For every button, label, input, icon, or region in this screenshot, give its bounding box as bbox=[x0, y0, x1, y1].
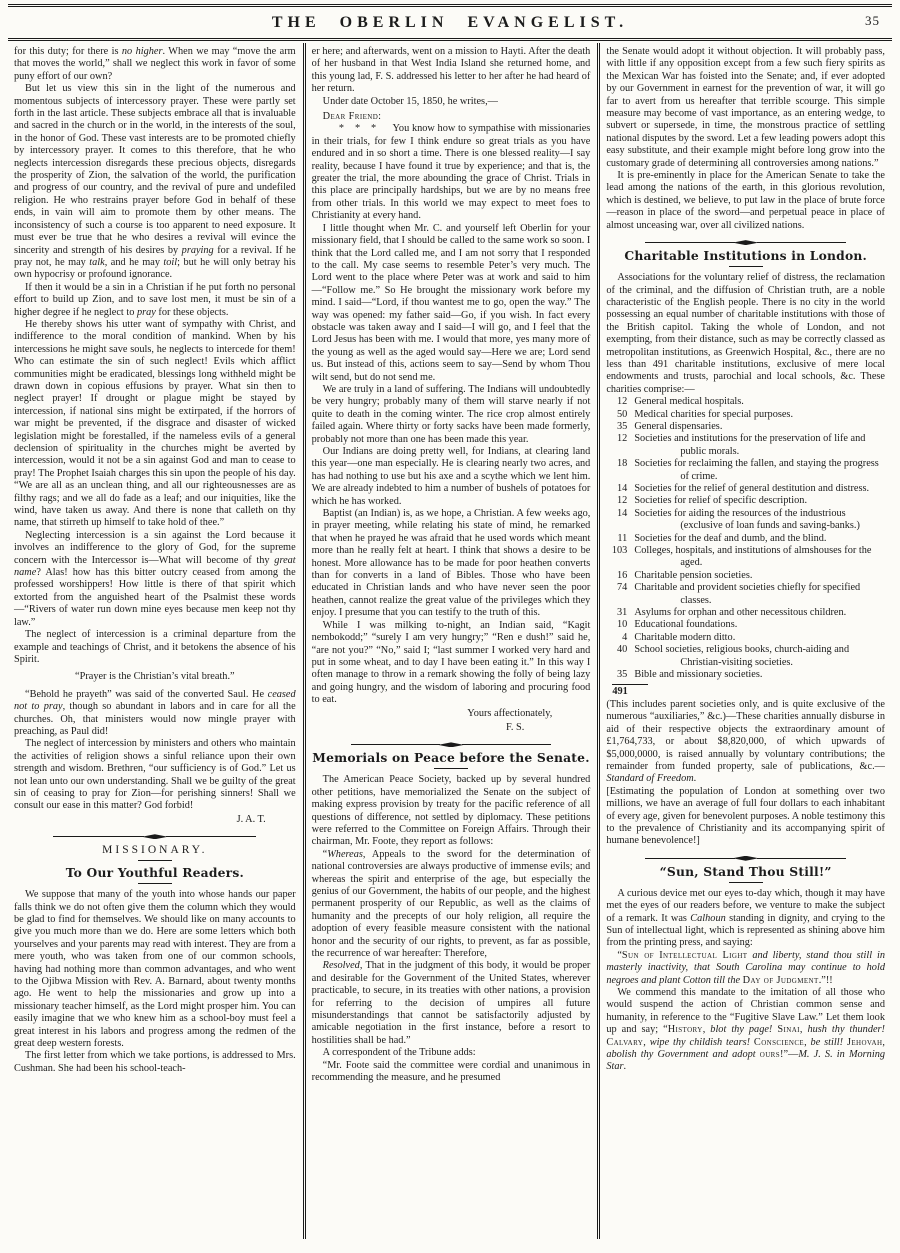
list-item-count: 14 bbox=[617, 483, 628, 494]
list-item bbox=[606, 632, 885, 644]
list-item-text: Societies for aiding the resources of the industrious (exclusive of loan funds and saving-banks.) bbox=[634, 507, 860, 532]
list-item-text: Societies and institutions for the preservation of life and public morals. bbox=[634, 433, 866, 457]
total-rule bbox=[612, 684, 648, 685]
divider-diamond-icon bbox=[142, 834, 168, 839]
paragraph: er here; and afterwards, went on a mission to Hayti. After the death of her husband in that West India Island she returned home, and this young lad, F. S. addressed his letter to her after he had heard of her return. bbox=[311, 46, 591, 95]
list-item-text: Asylums for orphan and other necessitous children. bbox=[634, 607, 847, 619]
list-item-count: 12 bbox=[617, 495, 628, 507]
page-number: 35 bbox=[865, 13, 880, 28]
article-heading-label: “Sun, Stand Thou Still!” bbox=[659, 863, 832, 879]
list-item bbox=[606, 409, 885, 421]
divider-line bbox=[351, 744, 440, 745]
list-item-count: 12 bbox=[617, 433, 628, 445]
paragraph: We are truly in a land of suffering. The Indians will undoubtedly be very hungry; probably many of them will starve nearly if not quite to death in the coming winter. The rice crop almost entirely failed again. Where thirty or forty sacks have been made formerly, probably not more than one has been made this year. bbox=[311, 383, 591, 445]
paragraph: The neglect of intercession by ministers and others who maintain the activities of religion shows a sinful reliance upon their own strength and wisdom. Brethren, “our sufficiency is of God.” Let us not lean unto our own understanding. Shall we be guilty of the great sin of ceasing to pray for Zion—for perishing sinners! Shall we consult our ease in this matter? God forbid! bbox=[14, 738, 296, 812]
letter-salutation: Dear Friend: bbox=[322, 111, 382, 123]
divider-line bbox=[166, 836, 256, 837]
list-item-text: General medical hospitals. bbox=[634, 396, 744, 408]
signature: J. A. T. bbox=[236, 813, 266, 825]
list-item bbox=[606, 582, 885, 607]
paragraph: Neglecting intercession is a sin against the Lord because it involves an indifference to the glory of God, for the supreme concern with the Intercessor is—What will become of thy great name? Alas! how has this bitter outcry ceased from among the professed worshippers! How little is there of that spirit which extorted from the anguished heart of the Psalmist these words—“Rivers of water run down mine eyes because men keep not thy law.” bbox=[14, 529, 296, 628]
divider-line bbox=[757, 858, 846, 859]
paragraph: The neglect of intercession is a criminal departure from the example and teachings of Christ, and it betokens the absence of his Spirit. bbox=[14, 629, 296, 665]
list-item bbox=[606, 396, 885, 408]
divider-line bbox=[757, 242, 846, 243]
paragraph: “Whereas, Appeals to the sword for the determination of national controversies are always productive of immense evils; and whereas the spirit and enterprise of the age, but especially the genius of our Government, the habits of our people, and the highest permanent prosperity of our Republic, as well as the claims of humanity and the precepts of our holy religion, all require the adoption of every feasible measure consistent with the national honor and the security of our rights, to prevent, as far as possible, the recurrence of war hereafter: Therefore, bbox=[311, 848, 591, 960]
paragraph: If then it would be a sin in a Christian if he put forth no personal effort to build up Zion, and to save lost men, it must be sin of a higher degree if he neglect to pray for these objects. bbox=[14, 281, 296, 318]
list-item-count: 14 bbox=[617, 507, 628, 519]
list-item-count: 11 bbox=[617, 532, 628, 544]
list-item-text: General dispensaries. bbox=[634, 420, 723, 432]
list-item-count: 103 bbox=[611, 545, 628, 557]
divider-line bbox=[462, 744, 551, 745]
list-item-count: 50 bbox=[617, 408, 628, 420]
list-item bbox=[606, 533, 885, 545]
divider-diamond-icon bbox=[733, 240, 759, 245]
paragraph: (This includes parent societies only, and is quite exclusive of the numerous “auxiliaries,” &c.)—These charities annually disburse in aid of their respective objects the extraordinary amount of £1,764,733, or about $8,820,000, of which upwards of $5,000,0000, is raised annually by voluntary contributions; the remainder from funded property, sale of publications, &c.—Standard of Freedom. bbox=[606, 698, 885, 785]
closing-phrase: Yours affectionately, bbox=[467, 707, 553, 719]
paragraph: “Behold he prayeth” was said of the converted Saul. He ceased not to pray, though so abundant in labors and in care for all the churches. Oh, that ministers would now mingle prayer with preaching, as Paul did! bbox=[14, 688, 296, 737]
list-item bbox=[606, 545, 885, 570]
list-item-text: Charitable pension societies. bbox=[634, 569, 753, 581]
list-item-count: 18 bbox=[617, 458, 628, 470]
section-kicker bbox=[14, 844, 296, 861]
paragraph: We commend this mandate to the imitation of all those who would suspend the action of Christian common sense and humanity, in reference to the “Fugitive Slave Law.” Let them look up and say; “History, blot thy page! Sinai, hush thy thunder! Calvary, wipe thy childish tears! Conscience, be still! Jehovah, abolish thy Government and adopt ours!”—M. J. S. in Morning Star. bbox=[606, 987, 885, 1073]
article-divider bbox=[53, 834, 256, 839]
list-item-text: Societies for the deaf and dumb, and the blind. bbox=[634, 532, 827, 544]
paragraph: We suppose that many of the youth into whose hands our paper falls think we do not often give them the column which they would be glad to find for themselves. We should like on many accounts to give you much more than we do. Here are some letters which both yourselves and your parents may read with interest. They are from a mere youth, who was taken from one of our common schools, having had nothing more than common advantages, and who went to the Ojibwa Mission with Rev. A. Barnard, about twenty months ago. He went to help the missionaries and grow up into a missionary teacher himself, as the Lord might prosper him. You can easily imagine that we who knew him as a school-boy must feel a great interest in his labors and progress among the redmen of the great deep western forests. bbox=[14, 889, 296, 1050]
list-item-count: 16 bbox=[617, 569, 628, 581]
list-item-count: 40 bbox=[617, 644, 628, 656]
list-item-text: Educational foundations. bbox=[634, 619, 738, 631]
paragraph: A correspondent of the Tribune adds: bbox=[322, 1047, 476, 1059]
paragraph: Our Indians are doing pretty well, for Indians, at clearing land this year—one man especially. He is clearing nearly two acres, and has had nothing to use but his axe and a scythe which we lent him. We are already indebted to him a number of bushels of potatoes for which he has worked. bbox=[311, 446, 591, 507]
list-item-text: Medical charities for special purposes. bbox=[634, 408, 794, 420]
list-item bbox=[606, 483, 885, 495]
list-item bbox=[606, 495, 885, 507]
list-item-count: 31 bbox=[617, 607, 628, 619]
article-heading bbox=[606, 249, 885, 267]
section-kicker-label: MISSIONARY. bbox=[102, 844, 208, 857]
divider-line bbox=[645, 242, 734, 243]
list-item-text: Charitable modern ditto. bbox=[634, 631, 736, 643]
list-item-text: School societies, religious books, church-aiding and Christian-visiting societies. bbox=[634, 644, 850, 668]
paragraph: The American Peace Society, backed up by several hundred other petitions, have memorialized the Senate on the subject of making express provision by treaty for the pacific reference of all questions of difference, not settled by diplomacy. These petitions were referred to the Committee on Foreign Affairs. Through their chairman, Mr. Foote, they report as follows: bbox=[311, 774, 591, 848]
paragraph: [Estimating the population of London at something over two millions, we have an average of full four dollars to each inhabitant of every age, given for benevolent purposes. A noble testimony this to the prevalence of Christianity and its accompanying spirit of humane benevolence!] bbox=[606, 785, 885, 847]
paragraph: But let us view this sin in the light of the numerous and momentous subjects of intercessory prayer. These were partly set forth in the last article. These subjects embrace all that is invaluable and sacred in the church or in the world, in the interests of the soul, in the honor of God. These vast interests are to be promoted chiefly by intercessory prayer. It comes to this therefore, that he who neglects intercession disregards these precious objects, disregards the prosperity of Zion, the salvation of the world, the purification and progress of our country, and the revival of pure and undefiled religion. He who restrains prayer before God in behalf of these ends, in vain will aim to promote them by other means. The inconsistency of such a course is too apparent to need exposure. It must ever be true that he who desires a revival will evince the sincerity and strength of his desires by praying for a revival. If he pray not, he may talk, and he may toil; but he will only betray his own hypocrisy or profound ignorance. bbox=[14, 83, 296, 281]
paragraph: Resolved, That in the judgment of this body, it would be proper and desirable for the Government of the United States, wherever practicable, to secure, in its treaties with other nations, a provision for referring to the decision of umpires all future misunderstandings that cannot be satisfactorily adjusted by amicable negotiation in the first instance, before a resort to hostilities shall be had.” bbox=[311, 960, 591, 1046]
article-heading bbox=[606, 865, 885, 883]
total-value: 491 bbox=[612, 685, 628, 697]
paragraph: It is pre-eminently in place for the American Senate to take the lead among the nations of the earth, in this glorious revolution, which is destined, we believe, to put law in the place of brute force—reason in place of the sword—and perpetual peace in place of almost unceasing war, over all civilized nations. bbox=[606, 170, 885, 231]
article-heading-label: To Our Youthful Readers. bbox=[65, 865, 244, 881]
list-item-text: Colleges, hospitals, and institutions of almshouses for the aged. bbox=[634, 545, 872, 569]
list-item bbox=[606, 433, 885, 458]
list-item bbox=[606, 644, 885, 669]
newspaper-title: THE OBERLIN EVANGELIST. bbox=[271, 14, 629, 31]
article-heading-label: Memorials on Peace before the Senate. bbox=[312, 750, 590, 766]
paragraph: While I was milking to-night, an Indian said, “Kagit nembokodd;” “surely I am very hungry;” “Ren e dush!” said he, “are not you?” “No,” said I; “last summer I worked very hard and put in some wheat, and to day I have been eating it.” In this way I often manage to throw in a remark showing the folly of being lazy and going hungry, and the wisdom of laboring and procuring food to eat. bbox=[311, 619, 591, 706]
list-item bbox=[606, 458, 885, 483]
paragraph: I little thought when Mr. C. and yourself left Oberlin for your missionary field, that I should be called to the same work so soon. I think that the Lord called me, and I am not sorry that I responded to the call. My case seems to resemble Peter’s very much. The Lord went to the place where Peter was at work and said to him—“Follow me.” So He brought the missionary work before my mind. I said—“Lord, if thou wantest me to go, open the way.” The way was opened: my father said—Go, if you wish. In fact every obstacle was taken away and I said—I will go, and I feel that the Lord Jesus has been with me. I would that more, yes many more of the young as well as the aged would say—Here we are; Lord send us. But instead of this, actions seem to say—Send by whom Thou wilt send, but do not send me. bbox=[311, 222, 591, 383]
article-heading-label: Charitable Institutions in London. bbox=[624, 248, 867, 264]
paragraph: Under date October 15, 1850, he writes,— bbox=[322, 95, 498, 107]
paragraph: Associations for the voluntary relief of distress, the reclamation of the criminal, and the diffusion of Christian truth, are a noble characteristic of the English people. There is no city in the world possessing an equal number of charitable institutions with those of the British capitol. Taking the whole of London, and not exempting, from their distance, such as may be correctly classed as metropolitan institutions, as Greenwich Hospital, &c., there are no less than 491 charitable institutions, exclusive of mere local endowments and trusts, parochial and local schools, &c. These charities comprise:— bbox=[606, 272, 885, 395]
list-item bbox=[606, 669, 885, 681]
list-item-count: 35 bbox=[617, 669, 628, 681]
centered-quote: “Prayer is the Christian’s vital breath.” bbox=[75, 671, 235, 683]
paragraph: He thereby shows his utter want of sympathy with Christ, and indifference to the moral condition of mankind. When by his intercessions he might save souls, he neglects to intercede for them! Who can estimate the sin of such neglect! Evils which afflict communities might be eradicated, blessings long withheld might be drawn down in copious effusions by prayer. What sin then to neglect prayer! If drought or plague might be stayed by intercession, if national sins might be extirpated, if the horrors of war might be prevented, if the disgrace and disaster of wicked legislation might be forestalled, if the nameless evils of a general declension of spirituality in the churches might be averted by intercession, would it not be a sin against God and man to cease to pray! The Prophet Isaiah charges this sin upon the people of his day. “We are all as an unclean thing, and all our righteousnesses are as filthy rags; and we all do fade as a leaf; and our iniquities, like the wind, have taken us away. And there is none that calleth on thy name, that stirreth up himself to take hold of thee.” bbox=[14, 318, 296, 529]
heading-rule bbox=[138, 883, 172, 884]
list-total bbox=[612, 684, 885, 698]
list-item-text: Bible and missionary societies. bbox=[634, 669, 763, 681]
paragraph: The first letter from which we take portions, is addressed to Mrs. Cushman. She had been his school-teach- bbox=[14, 1050, 296, 1074]
charity-list bbox=[606, 396, 885, 681]
list-item-count: 10 bbox=[617, 619, 628, 631]
masthead bbox=[8, 4, 892, 41]
paragraph: * * * You know how to sympathise with missionaries in their trials, for few I think endure so great trials as you have endured and in so short a time. There is one blessed reality—I say reality, because I have found it true by experience; and that is, the greater the trial, the more abounding the grace of Christ. Trials in this place are principally hardships, but we are by no means free from other trials. In this world we may expect to meet foes to Christianity at every hand. bbox=[311, 123, 591, 222]
heading-rule bbox=[138, 860, 172, 861]
column-2 bbox=[303, 43, 598, 1239]
paragraph: the Senate would adopt it without objection. It will probably pass, with little if any opposition except from a few such fiery spirits as the Mexican War has foisted into the Senate; and, if ever adopted by our Government in earnest for the prevention of war, it will go far to avert from us hereafter that terrible scourge. This simple measure may become of vast importance, as an entering wedge, to subvert or supersede, in time, the monstrous practice of settling national disputes by the sword. Let a few leading powers adopt this easy substitute, and their example might before long grow into the customary grade of determining all controversies among nations.” bbox=[606, 46, 885, 169]
letter-closing bbox=[312, 708, 591, 735]
closing-initials: F. S. bbox=[505, 721, 525, 733]
paragraph: for this duty; for there is no higher. When we may “move the arm that moves the world,” shall we neglect this work in favor of some puny effort of our own? bbox=[14, 46, 296, 82]
list-item bbox=[606, 508, 885, 533]
column-container bbox=[8, 43, 892, 1239]
list-item-text: Societies for reclaiming the fallen, and staying the progress of crime. bbox=[634, 458, 879, 482]
article-divider bbox=[351, 742, 552, 747]
list-item-text: Societies for relief of specific description. bbox=[634, 495, 808, 507]
paragraph: “Sun of Intellectual Light and liberty, stand thou still in masterly inactivity, that South Carolina may continue to hold negroes and plant Cotton till the Day of Judgment.”!! bbox=[606, 949, 885, 986]
article-heading bbox=[312, 751, 591, 769]
paragraph: “Mr. Foote said the committee were cordial and unanimous in recommending the measure, and he presumed bbox=[311, 1059, 591, 1084]
list-item-count: 12 bbox=[617, 396, 628, 408]
article-heading bbox=[14, 866, 296, 884]
column-1 bbox=[8, 43, 303, 1239]
list-item-text: Societies for the relief of general destitution and distress. bbox=[634, 483, 870, 494]
list-item-count: 4 bbox=[622, 631, 628, 643]
heading-rule bbox=[434, 768, 468, 769]
list-item bbox=[606, 421, 885, 433]
heading-rule bbox=[729, 266, 763, 267]
heading-rule bbox=[729, 882, 763, 883]
paragraph: Baptist (an Indian) is, as we hope, a Christian. A few weeks ago, in prayer meeting, while relating his state of mind, he remarked that when he prayed he was afraid that he used words which meant more than he really felt at heart. I think that shows a desire to be honest. More allowance has to be made for poor heathen converts than for converts in a land of Bibles. Those who have been educated in Christian lands and who have never seen the poor heathen, cannot realize the great value of the privileges which they enjoy. I presume that you can testify to the truth of this. bbox=[311, 508, 591, 619]
divider-line bbox=[53, 836, 143, 837]
list-item-text: Charitable and provident societies chiefly for specified classes. bbox=[634, 582, 861, 606]
divider-line bbox=[645, 858, 734, 859]
paragraph: A curious device met our eyes to-day which, though it may have met the eyes of our readers before, we venture to make the subject of a remark. It was Calhoun standing in dignity, and crying to the Sun of intellectual light, which is represented as shining above him from the printing press, and saying: bbox=[606, 887, 885, 949]
list-item bbox=[606, 570, 885, 582]
divider-diamond-icon bbox=[733, 856, 759, 861]
divider-diamond-icon bbox=[438, 742, 464, 747]
list-item-count: 35 bbox=[617, 420, 628, 432]
list-item-count: 74 bbox=[617, 582, 628, 594]
column-3 bbox=[597, 43, 892, 1239]
article-divider bbox=[645, 240, 846, 245]
article-divider bbox=[645, 856, 846, 861]
list-item bbox=[606, 607, 885, 619]
list-item bbox=[606, 619, 885, 631]
